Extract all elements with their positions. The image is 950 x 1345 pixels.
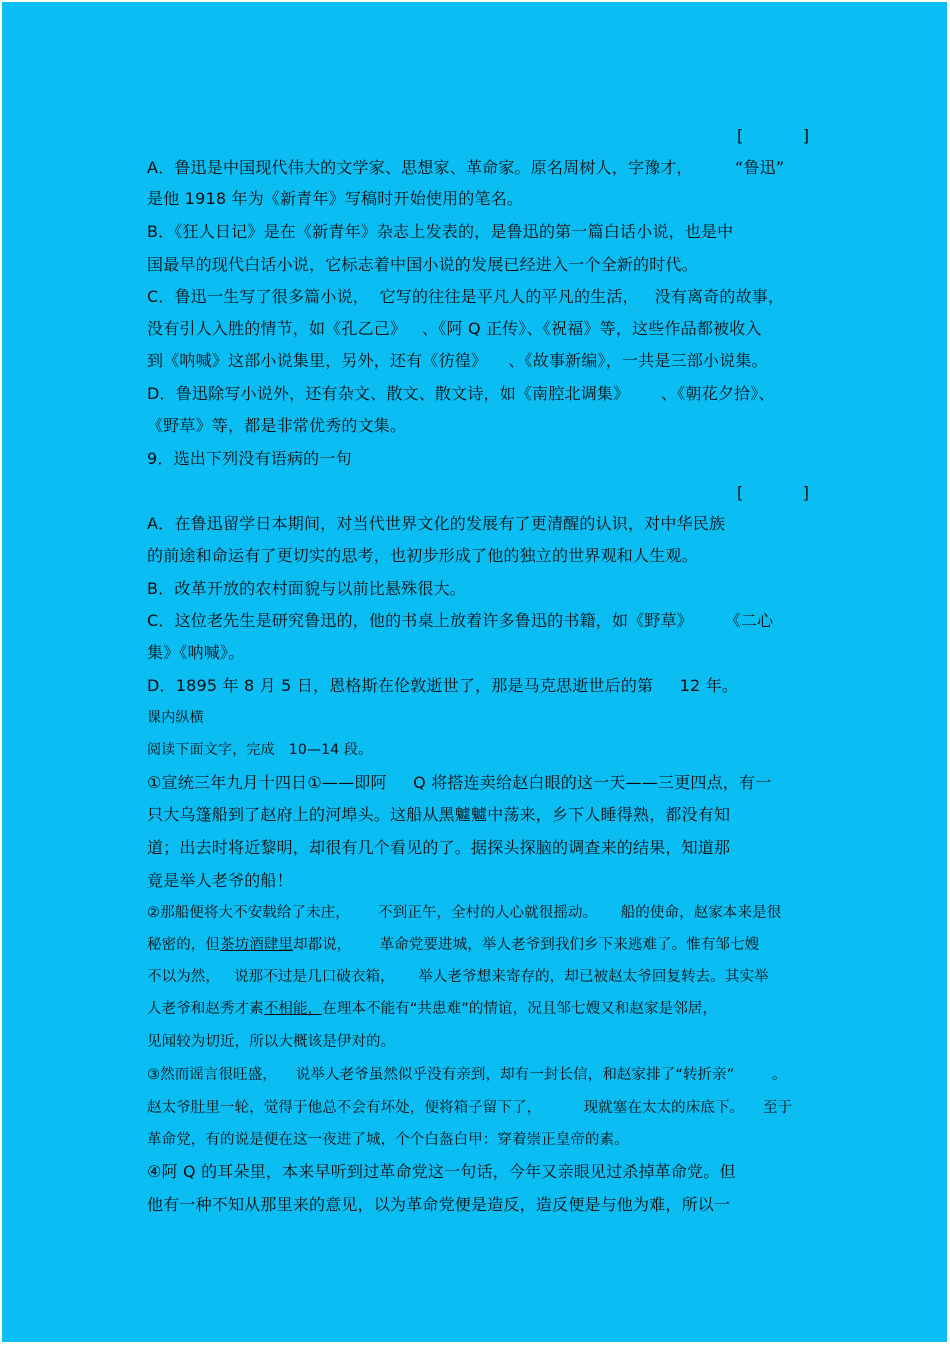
q8-option-d-line1: D．鲁迅除写小说外，还有杂文、散文、散文诗，如《南腔北调集》 、《朝花夕拾》、 [147, 384, 775, 403]
section-instruction: 阅读下面文字，完成 10—14 段。 [147, 742, 373, 758]
passage-p2-line3: 不以为然， 说那不过是几口破衣箱， 举人老爷想来寄存的，却已被赵太爷回复转去。其实举 [147, 969, 769, 985]
q9-option-c-line1: C．这位老先生是研究鲁迅的，他的书桌上放着许多鲁迅的书籍，如《野草》 《二心 [147, 611, 774, 630]
passage-p3-line3: 革命党，有的说是便在这一夜进了城，个个白盔白甲：穿着崇正皇帝的素。 [147, 1132, 629, 1148]
bracket-open: [ [737, 126, 744, 145]
q8-option-c-line1: C．鲁迅一生写了很多篇小说， 它写的往往是平凡人的平凡的生活， 没有离奇的故事， [147, 287, 785, 306]
q8-option-d-line2: 《野草》等，都是非常优秀的文集。 [147, 416, 407, 435]
passage-p4-line1: ④阿 Q 的耳朵里，本来早听到过革命党这一句话，今年又亲眼见过杀掉革命党。但 [147, 1162, 736, 1181]
passage-p2-line2 [147, 935, 759, 955]
passage-p3-line1: ③然而谣言很旺盛， 说举人老爷虽然似乎没有亲到，却有一封长信，和赵家排了“转折亲” 。 [147, 1067, 787, 1083]
passage-p1-line1: ①宣统三年九月十四日①——即阿 Q 将搭连卖给赵白眼的这一天——三更四点，有一 [147, 773, 772, 792]
q9-option-a-line1: A．在鲁迅留学日本期间，对当代世界文化的发展有了更清醒的认识，对中华民族 [147, 514, 726, 533]
q9-option-b-line1: B．改革开放的农村面貌与以前比悬殊很大。 [147, 579, 466, 598]
q8-option-b-line1: B．《狂人日记》是在《新青年》杂志上发表的，是鲁迅的第一篇白话小说，也是中 [147, 222, 734, 241]
bracket-close: ] [802, 483, 809, 502]
passage-p2-line1: ②那船便将大不安载给了未庄， 不到正午，全村的人心就很摇动。 船的使命，赵家本来是很 [147, 905, 782, 921]
text-segment: 在理本不能有“共患难”的情谊，况且邹七嫂又和赵家是邻居， [322, 1001, 718, 1017]
answer-bracket-q8 [737, 126, 809, 146]
text-segment: 却都说， 革命党要进城，举人老爷到我们乡下来逃难了。惟有邹七嫂 [293, 937, 760, 953]
passage-p1-line3: 道；出去时将近黎明，却很有几个看见的了。据探头探脑的调查来的结果，知道那 [147, 838, 731, 857]
section-title: 课内纵横 [147, 710, 204, 726]
bracket-close: ] [802, 126, 809, 145]
text-segment: 人老爷和赵秀才素 [147, 1001, 264, 1017]
document-page [2, 2, 947, 1342]
q8-option-c-line3: 到《呐喊》这部小说集里，另外，还有《彷徨》 、《故事新编》，一共是三部小说集。 [147, 351, 768, 370]
text-segment: 秘密的，但 [147, 937, 220, 953]
underlined-phrase: 茶坊酒肆里 [220, 937, 293, 953]
q8-option-a-line2: 是他 1918 年为《新青年》写稿时开始使用的笔名。 [147, 189, 524, 208]
q8-option-b-line2: 国最早的现代白话小说，它标志着中国小说的发展已经进入一个全新的时代。 [147, 255, 698, 274]
answer-bracket-q9 [737, 483, 809, 503]
passage-p1-line4: 竟是举人老爷的船！ [147, 871, 293, 890]
q8-option-c-line2: 没有引人入胜的情节，如《孔乙己》 、《阿 Q 正传》、《祝福》等，这些作品都被收入 [147, 319, 762, 338]
passage-p4-line2: 他有一种不知从那里来的意见，以为革命党便是造反，造反便是与他为难，所以一 [147, 1195, 731, 1214]
q9-option-d-line1: D．1895 年 8 月 5 日，恩格斯在伦敦逝世了，那是马克思逝世后的第 12 年。 [147, 676, 739, 695]
passage-p3-line2: 赵太爷肚里一轮，觉得于他总不会有坏处，便将箱子留下了， 现就塞在太太的床底下。 至于 [147, 1100, 793, 1116]
q9-option-c-line2: 集》《呐喊》。 [147, 643, 245, 662]
passage-p2-line5: 见闻较为切近，所以大概该是伊对的。 [147, 1034, 396, 1050]
underlined-phrase: 不相能， [263, 1001, 323, 1017]
q8-option-a-line1: A．鲁迅是中国现代伟大的文学家、思想家、革命家。原名周树人，字豫才， “鲁迅” [147, 158, 785, 177]
q9-stem: 9．选出下列没有语病的一句 [147, 449, 352, 468]
bracket-open: [ [737, 483, 744, 502]
passage-p2-line4 [147, 999, 717, 1019]
passage-p1-line2: 只大乌篷船到了赵府上的河埠头。这船从黑魖魖中荡来，乡下人睡得熟，都没有知 [147, 805, 731, 824]
q9-option-a-line2: 的前途和命运有了更切实的思考，也初步形成了他的独立的世界观和人生观。 [147, 546, 698, 565]
